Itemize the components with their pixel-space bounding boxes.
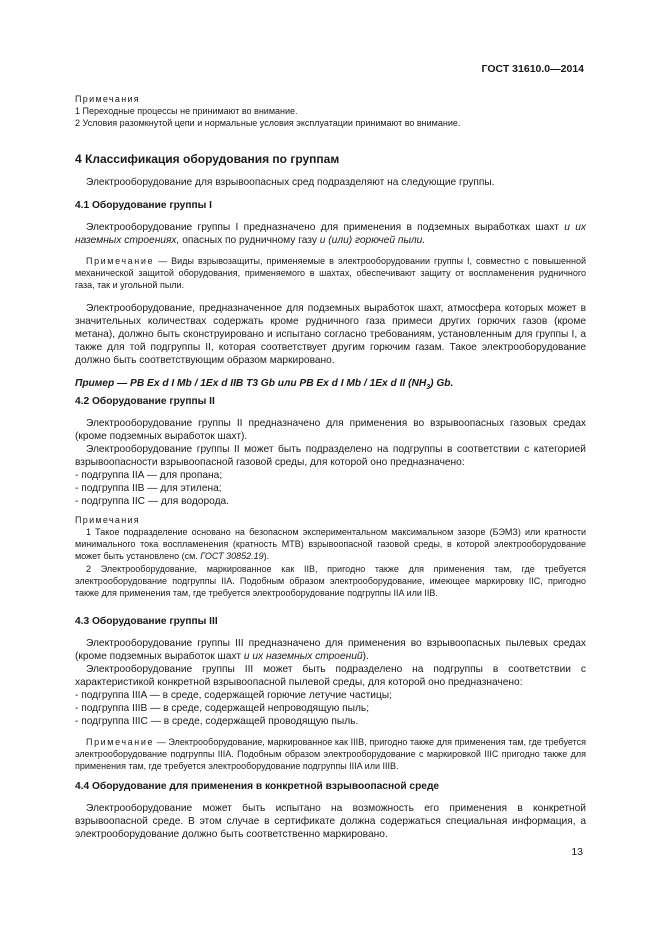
para-4-3-1-text-a: Электрооборудование группы III предназначено для применения во взрывоопасных пылевых средах (кроме подземных выработок шахт — [75, 638, 586, 662]
subsection-4-1 — [75, 199, 586, 212]
example-subscript: 3 — [426, 383, 431, 391]
para-4-3-1-text-c: ). — [362, 651, 369, 662]
para-4-1-1-text-b: и их наземных строениях, — [75, 222, 586, 246]
list-item: - подгруппа IIIA — в среде, содержащей горючие летучие частицы; — [75, 690, 392, 701]
subsection-4-2 — [75, 395, 586, 599]
para-4-1-1 — [75, 221, 586, 247]
note-4-2-1-text-c: ). — [263, 551, 270, 562]
note-4-3-text: — Электрооборудование, маркированное как IIIB, пригодно также для применения там, где требуется электрооборудование подгруппы IIIA. Подобным образом электрооборудование с маркировкой IIIC пригодно также для применения там, где требуется электрооборудование подгруппы IIIA или IIIB. — [75, 737, 586, 772]
note-4-1-text: — Виды взрывозащиты, применяемые в электрооборудовании группы I, совместно с повышенной механической защитой оборудования, применяемого в шахтах, обеспечивают защиту от воспламенения рудничного газа, так и угольной пыли. — [75, 256, 586, 291]
subsection-4-3-title: 4.3 Оборудование группы III — [75, 616, 218, 627]
list-item: - подгруппа IIIC — в среде, содержащей проводящую пыль. — [75, 716, 359, 727]
para-4-1-1-text-c: опасных по рудничному газу — [182, 235, 317, 246]
note-4-1 — [75, 255, 586, 292]
notes-4-2-heading: Примечания — [75, 515, 140, 525]
example-4-1 — [75, 377, 586, 394]
subsection-4-3 — [75, 615, 586, 773]
section-4-title: 4 Классификация оборудования по группам — [75, 152, 340, 166]
note-4-3 — [75, 736, 586, 773]
section-4-intro-block — [75, 176, 586, 189]
example-text-b: ) Gb. — [430, 377, 454, 389]
note-item-1: 1 Переходные процессы не принимают во внимание. — [75, 106, 298, 116]
note-4-2-1-ref: ГОСТ 30852.19 — [200, 551, 264, 562]
list-item: - подгруппа IIA — для пропана; — [75, 470, 223, 481]
list-4-2 — [75, 469, 586, 508]
page-number: 13 — [571, 846, 583, 858]
note-item-2: 2 Условия разомкнутой цепи и нормальные условия эксплуатации принимают во внимание. — [75, 118, 461, 129]
list-4-3 — [75, 689, 586, 728]
note-4-2-1-text-a: 1 Такое подразделение основано на безопасном экспериментальном максимальном зазоре (БЭМЗ) или кратности минимального тока воспламенения (кратность МТВ) взрывоопасной газовой среды, в которой электрооборудование может быть установлено (см. — [75, 527, 586, 562]
list-item: - подгруппа IIIB — в среде, содержащей непроводящую пыль; — [75, 703, 370, 714]
section-4-intro: Электрооборудование для взрывоопасных сред подразделяют на следующие группы. — [86, 177, 495, 188]
list-item: - подгруппа IIB — для этилена; — [75, 483, 222, 494]
para-4-3-1 — [75, 637, 586, 663]
notes-heading: Примечания — [75, 94, 140, 104]
para-4-2-1: Электрооборудование группы II предназначено для применения во взрывоопасных газовых средах (кроме подземных выработок шахт). — [75, 418, 586, 442]
subsection-4-4 — [75, 780, 586, 841]
note-4-2-1 — [75, 526, 586, 563]
para-4-4-1: Электрооборудование может быть испытано на возможность его применения в конкретной взрывоопасной среде. В этом случае в сертификате должна содержаться специальная информация, а электрооборудование должно быть соответственно маркировано. — [75, 803, 586, 840]
section-4 — [75, 153, 586, 166]
note-4-2-2: 2 Электрооборудование, маркированное как IIB, пригодно также для применения там, где требуется электрооборудование подгруппы IIA. Подобным образом электрооборудование, имеющее маркировку IIC, пригодно также для применения там, где требуется электрооборудование подгруппы IIA или IIB. — [75, 563, 586, 599]
para-4-1-1-text-a: Электрооборудование группы I предназначено для применения в подземных выработках шахт — [86, 222, 559, 233]
note-4-3-label: Примечание — [86, 737, 155, 747]
para-4-2-2: Электрооборудование группы II может быть подразделено на подгруппы в соответствии с категорией взрывоопасности взрывоопасной газовой среды, для которой оно предназначено: — [75, 444, 586, 468]
subsection-4-4-title: 4.4 Оборудование для применения в конкретной взрывоопасной среде — [75, 781, 440, 792]
para-4-3-1-text-b: и их наземных строений — [243, 651, 363, 662]
example-text-a: Пример — PB Ex d I Mb / 1Ex d IIB T3 Gb или PB Ex d I Mb / 1Ex d II (NH — [75, 377, 427, 389]
notes-top — [75, 93, 586, 129]
note-4-1-label: Примечание — [86, 256, 155, 266]
subsection-4-1-body — [75, 221, 586, 394]
subsection-4-2-title: 4.2 Оборудование группы II — [75, 396, 215, 407]
para-4-1-2: Электрооборудование, предназначенное для подземных выработок шахт, атмосфера которых может в значительных количествах содержать кроме рудничного газа примеси других горючих газов (кроме метана), должно быть сконструировано и испытано согласно требованиям, установленным для группы I, а также для той подгруппы II, которая соответствует другим горючим газам. Такое электрооборудование должно быть соответствующим образом маркировано. — [75, 302, 586, 366]
subsection-4-1-title: 4.1 Оборудование группы I — [75, 200, 212, 211]
document-code: ГОСТ 31610.0—2014 — [481, 63, 584, 75]
list-item: - подгруппа IIC — для водорода. — [75, 496, 230, 507]
para-4-3-2: Электрооборудование группы III может быть подразделено на подгруппы в соответствии с характеристикой конкретной взрывоопасной пылевой среды, для которой оно предназначено: — [75, 664, 586, 688]
para-4-1-1-text-d: и (или) горючей пыли. — [319, 235, 426, 246]
